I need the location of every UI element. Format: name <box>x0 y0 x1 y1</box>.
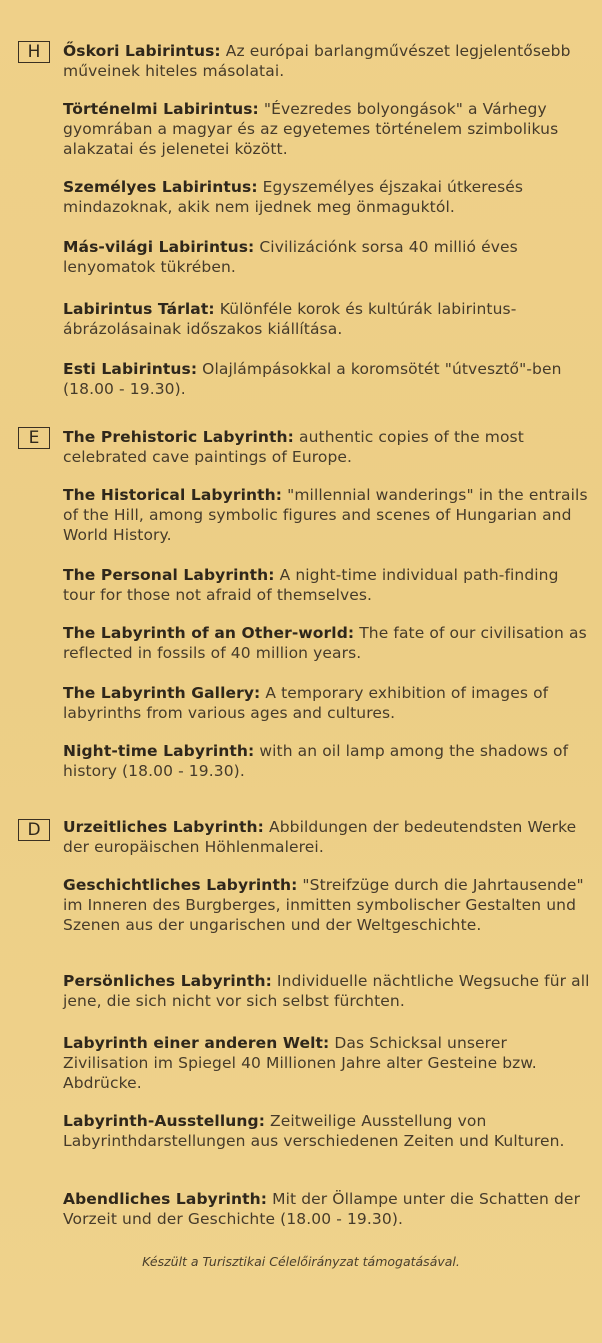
entry-hu-personal <box>63 177 593 217</box>
entry-text: Civilizációnk sorsa 40 millió éves lenyomatok tükrében. <box>63 238 518 276</box>
entry-de-otherworld <box>63 1033 593 1093</box>
entry-en-gallery <box>63 683 593 723</box>
entry-title: Urzeitliches Labyrinth: <box>63 818 264 836</box>
entry-de-gallery <box>63 1111 593 1151</box>
entry-en-night <box>63 741 593 781</box>
entry-de-prehistoric <box>63 817 593 857</box>
entry-title: Abendliches Labyrinth: <box>63 1190 268 1208</box>
entry-title: The Personal Labyrinth: <box>63 566 275 584</box>
entry-text: Olajlámpásokkal a koromsötét "útvesztő"-ben (18.00 - 19.30). <box>63 360 562 398</box>
entry-hu-otherworld <box>63 237 593 277</box>
entry-de-historical <box>63 875 593 935</box>
entry-title: Más-világi Labirintus: <box>63 238 255 256</box>
entry-text: A temporary exhibition of images of labyrinths from various ages and cultures. <box>63 684 549 722</box>
entry-title: Geschichtliches Labyrinth: <box>63 876 298 894</box>
entry-title: Őskori Labirintus: <box>63 42 221 60</box>
entry-hu-gallery <box>63 299 593 339</box>
entry-text: Das Schicksal unserer Zivilisation im Spiegel 40 Millionen Jahre alter Gesteine bzw. Abdrücke. <box>63 1034 537 1092</box>
entry-text: The fate of our civilisation as reflected in fossils of 40 million years. <box>63 624 587 662</box>
entry-en-otherworld <box>63 623 593 663</box>
entry-text: A night-time individual path-finding tour for those not afraid of themselves. <box>63 566 559 604</box>
entry-title: The Labyrinth Gallery: <box>63 684 261 702</box>
entry-title: Labyrinth einer anderen Welt: <box>63 1034 330 1052</box>
entry-text: Az európai barlangművészet legjelentősebb műveinek hiteles másolatai. <box>63 42 571 80</box>
sponsor-credit: Készült a Turisztikai Célelőirányzat támogatásával. <box>142 1254 460 1269</box>
entry-de-personal <box>63 971 593 1011</box>
entry-title: Személyes Labirintus: <box>63 178 258 196</box>
entry-title: Persönliches Labyrinth: <box>63 972 272 990</box>
entry-title: The Historical Labyrinth: <box>63 486 283 504</box>
entry-title: The Labyrinth of an Other-world: <box>63 624 355 642</box>
entry-text: "millennial wanderings" in the entrails of the Hill, among symbolic figures and scenes of Hungarian and World History. <box>63 486 588 544</box>
entry-title: Esti Labirintus: <box>63 360 198 378</box>
entry-en-personal <box>63 565 593 605</box>
entry-text: Különféle korok és kultúrák labirintus-ábrázolásainak időszakos kiállítása. <box>63 300 517 338</box>
entry-text: Individuelle nächtliche Wegsuche für all jene, die sich nicht vor sich selbst fürchten. <box>63 972 590 1010</box>
entry-text: authentic copies of the most celebrated cave paintings of Europe. <box>63 428 524 466</box>
language-label-german: D <box>18 819 50 841</box>
entry-title: Történelmi Labirintus: <box>63 100 259 118</box>
language-label-english: E <box>18 427 50 449</box>
entry-title: Labirintus Tárlat: <box>63 300 215 318</box>
entry-hu-historical <box>63 99 593 159</box>
language-label-hungarian: H <box>18 41 50 63</box>
entry-hu-prehistoric <box>63 41 593 81</box>
entry-text: "Évezredes bolyongások" a Várhegy gyomrában a magyar és az egyetemes történelem szimbolikus alakzatai és jelenetei között. <box>63 100 559 158</box>
entry-title: The Prehistoric Labyrinth: <box>63 428 294 446</box>
entry-text: Zeitweilige Ausstellung von Labyrinthdarstellungen aus verschiedenen Zeiten und Kulturen. <box>63 1112 565 1150</box>
entry-title: Labyrinth-Ausstellung: <box>63 1112 265 1130</box>
entry-de-night <box>63 1189 593 1229</box>
entry-title: Night-time Labyrinth: <box>63 742 255 760</box>
entry-en-prehistoric <box>63 427 593 467</box>
entry-text: "Streifzüge durch die Jahrtausende" im Inneren des Burgberges, inmitten symbolischer Gestalten und Szenen aus der ungarischen und der Weltgeschichte. <box>63 876 584 934</box>
entry-en-historical <box>63 485 593 545</box>
entry-text: Abbildungen der bedeutendsten Werke der europäischen Höhlenmalerei. <box>63 818 577 856</box>
entry-hu-night <box>63 359 593 399</box>
entry-text: with an oil lamp among the shadows of history (18.00 - 19.30). <box>63 742 569 780</box>
entry-text: Mit der Öllampe unter die Schatten der Vorzeit und der Geschichte (18.00 - 19.30). <box>63 1190 581 1228</box>
entry-text: Egyszemélyes éjszakai útkeresés mindazoknak, akik nem ijednek meg önmaguktól. <box>63 178 524 216</box>
